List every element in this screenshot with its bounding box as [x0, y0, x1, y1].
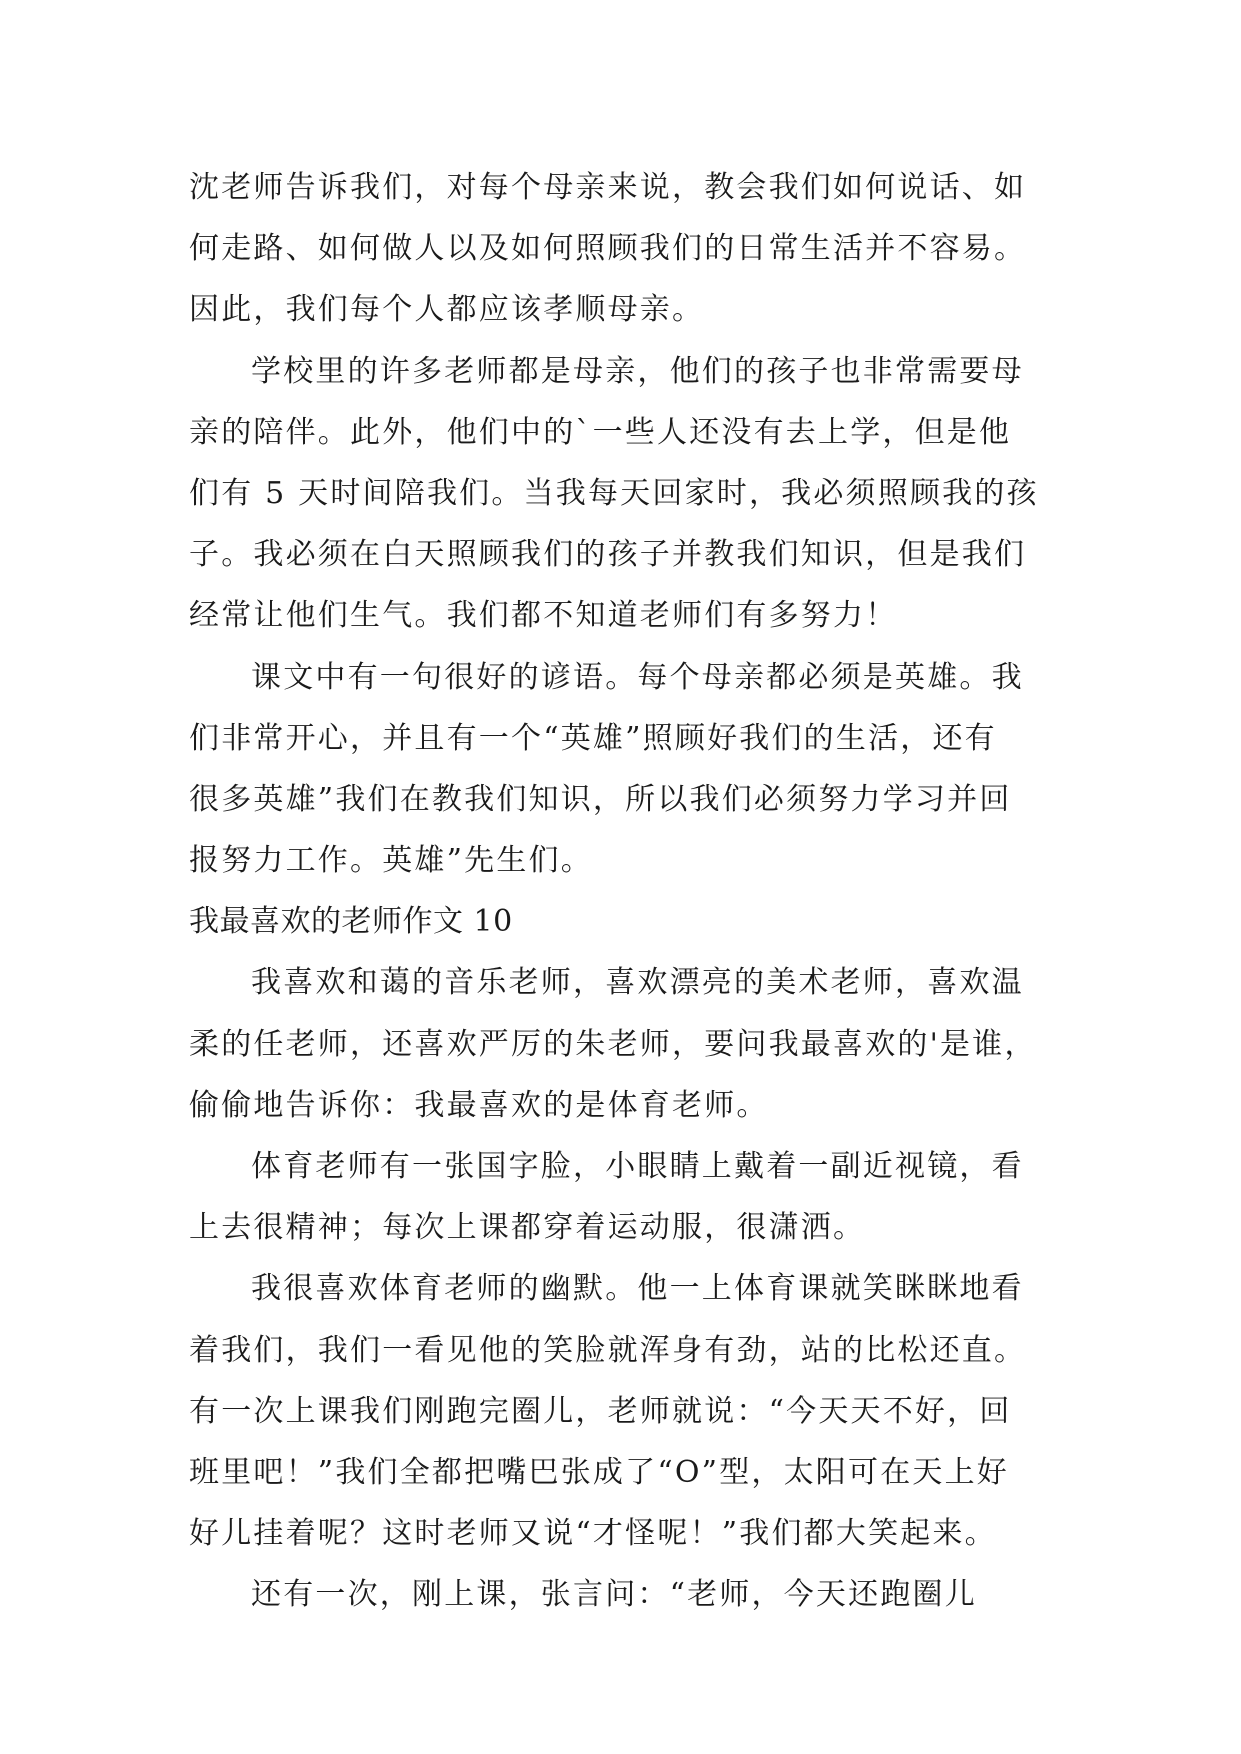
paragraph-first-line: 我很喜欢体育老师的幽默。他一上体育课就笑眯眯地看 [251, 1271, 1024, 1307]
text-line: 们非常开心，并且有一个“英雄”照顾好我们的生活，还有 [189, 720, 997, 756]
text-line: 柔的任老师，还喜欢严厉的朱老师，要问我最喜欢的'是谁， [189, 1026, 1037, 1062]
paragraph-first-line: 我喜欢和蔼的音乐老师，喜欢漂亮的美术老师，喜欢温 [251, 965, 1024, 1001]
text-line: 有一次上课我们刚跑完圈儿，老师就说：“今天天不好，回 [189, 1393, 1012, 1429]
text-line: 好儿挂着呢？这时老师又说“才怪呢！”我们都大笑起来。 [189, 1516, 997, 1552]
paragraph-first-line: 课文中有一句很好的谚语。每个母亲都必须是英雄。我 [251, 659, 1024, 695]
text-line: 经常让他们生气。我们都不知道老师们有多努力！ [189, 598, 898, 634]
text-line: 很多英雄”我们在教我们知识，所以我们必须努力学习并回 [189, 781, 1012, 817]
text-line: 上去很精神；每次上课都穿着运动服，很潇洒。 [189, 1210, 866, 1246]
section-heading: 我最喜欢的老师作文 10 [189, 904, 513, 940]
text-line: 报努力工作。英雄”先生们。 [189, 843, 593, 879]
text-line: 子。我必须在白天照顾我们的孩子并教我们知识，但是我们 [189, 537, 1027, 573]
text-line: 着我们，我们一看见他的笑脸就浑身有劲，站的比松还直。 [189, 1332, 1027, 1368]
text-line: 班里吧！”我们全都把嘴巴张成了“O”型，太阳可在天上好 [189, 1454, 1010, 1490]
text-line: 亲的陪伴。此外，他们中的`一些人还没有去上学，但是他 [189, 414, 1012, 450]
paragraph-first-line: 学校里的许多老师都是母亲，他们的孩子也非常需要母 [251, 353, 1024, 389]
paragraph-first-line: 还有一次，刚上课，张言问：“老师，今天还跑圈儿 [251, 1577, 977, 1613]
text-line: 偷偷地告诉你：我最喜欢的是体育老师。 [189, 1087, 769, 1123]
text-line: 们有 5 天时间陪我们。当我每天回家时，我必须照顾我的孩 [189, 475, 1039, 511]
text-line: 何走路、如何做人以及如何照顾我们的日常生活并不容易。 [189, 231, 1027, 267]
text-line: 沈老师告诉我们，对每个母亲来说，教会我们如何说话、如 [189, 170, 1027, 205]
paragraph-first-line: 体育老师有一张国字脸，小眼睛上戴着一副近视镜，看 [251, 1149, 1024, 1184]
document-body [189, 157, 1069, 1626]
text-line: 因此，我们每个人都应该孝顺母亲。 [189, 292, 705, 328]
